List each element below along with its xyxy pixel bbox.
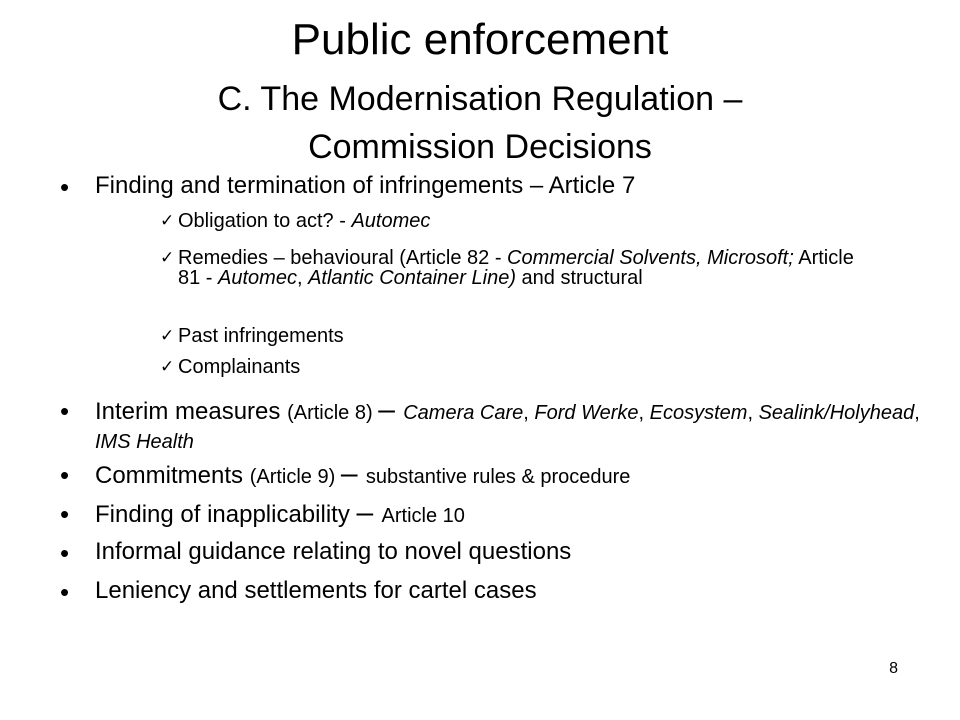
- check-text: Obligation to act? - Automec: [178, 210, 431, 232]
- checkmark-icon: ✓: [160, 248, 175, 268]
- bullet-dot-icon: •: [60, 460, 70, 490]
- bullet-text: Interim measures (Article 8) – Camera Care, Ford Werke, Ecosystem, Sealink/Holyhead, IMS Health: [95, 393, 920, 453]
- bullet-dot-icon: •: [60, 172, 70, 202]
- bullet-dot-icon: •: [60, 499, 70, 529]
- checkmark-icon: ✓: [160, 211, 175, 231]
- bullet-dot-icon: •: [60, 577, 70, 607]
- checkmark-icon: ✓: [160, 326, 175, 346]
- bullet-text: Commitments (Article 9) – substantive rules & procedure: [95, 457, 631, 490]
- bullet-dot-icon: •: [60, 396, 70, 426]
- bullet-text: Leniency and settlements for cartel cases: [95, 577, 537, 604]
- bullet-text: Finding of inapplicability – Article 10: [95, 496, 465, 529]
- bullet-text: Informal guidance relating to novel questions: [95, 538, 572, 565]
- bullet-text: Finding and termination of infringements – Article 7: [95, 172, 636, 199]
- check-text: Remedies – behavioural (Article 82 - Commercial Solvents, Microsoft; Article 81 - Automec, Atlantic Container Line) and structural: [178, 247, 854, 289]
- checkmark-icon: ✓: [160, 357, 175, 377]
- check-text: Past infringements: [178, 325, 344, 347]
- bullet-dot-icon: •: [60, 538, 70, 568]
- page-number: 8: [889, 660, 898, 677]
- slide-subtitle-line-2: Commission Decisions: [308, 128, 652, 166]
- check-text: Complainants: [178, 356, 301, 378]
- slide-subtitle-line-1: C. The Modernisation Regulation –: [217, 80, 743, 118]
- slide-title: Public enforcement: [291, 15, 669, 64]
